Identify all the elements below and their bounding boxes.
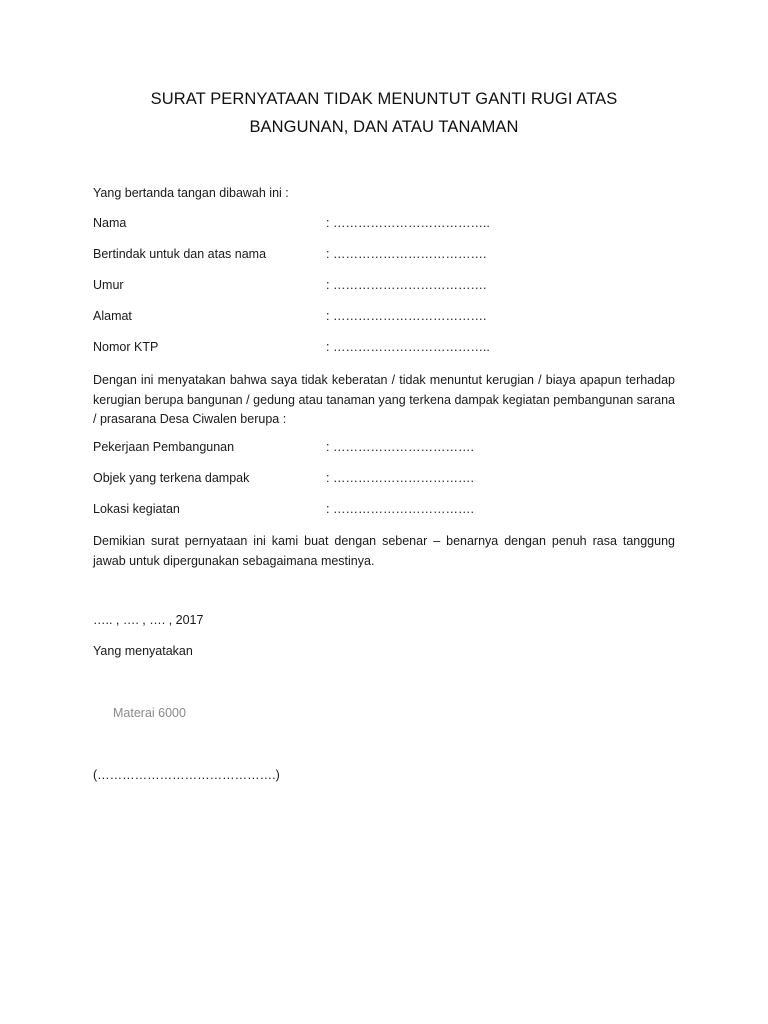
field-value-blank: : …………………………….	[326, 502, 474, 516]
field-label: Bertindak untuk dan atas nama	[93, 247, 267, 261]
field-value-blank: : ……………………………….	[326, 278, 487, 292]
date-line: ….. , …. , …. , 2017	[93, 613, 204, 627]
field-label: Pekerjaan Pembangunan	[93, 440, 235, 454]
closing-paragraph: Demikian surat pernyataan ini kami buat dengan sebenar – benarnya dengan penuh rasa tanggung jawab untuk dipergunakan sebagaimana mestinya.	[93, 534, 675, 568]
signer-label: Yang menyatakan	[93, 644, 193, 658]
intro-text: Yang bertanda tangan dibawah ini :	[93, 186, 289, 200]
field-row-nama	[93, 216, 675, 234]
document-title-line-1: SURAT PERNYATAAN TIDAK MENUNTUT GANTI RUGI ATAS	[150, 90, 618, 108]
field-label: Nama	[93, 216, 127, 230]
field-value-blank: : ……………………………….	[326, 309, 487, 323]
signature-line: (…………………………………….)	[93, 768, 280, 782]
field-row-lokasi	[93, 502, 675, 520]
stamp-placeholder: Materai 6000	[113, 706, 186, 720]
field-row-pekerjaan	[93, 440, 675, 458]
field-value-blank: : ………………………………..	[326, 340, 490, 354]
field-row-umur	[93, 278, 675, 296]
statement-paragraph: Dengan ini menyatakan bahwa saya tidak keberatan / tidak menuntut kerugian / biaya apapun terhadap kerugian berupa bangunan / gedung atau tanaman yang terkena dampak kegiatan pembangunan sarana / prasarana Desa Ciwalen berupa :	[93, 373, 675, 426]
field-label: Umur	[93, 278, 124, 292]
field-label: Alamat	[93, 309, 132, 323]
field-row-nomor-ktp	[93, 340, 675, 358]
field-row-alamat	[93, 309, 675, 327]
field-value-blank: : …………………………….	[326, 440, 474, 454]
field-label: Nomor KTP	[93, 340, 159, 354]
field-label: Objek yang terkena dampak	[93, 471, 250, 485]
field-value-blank: : ………………………………..	[326, 216, 490, 230]
field-value-blank: : ……………………………….	[326, 247, 487, 261]
document-title-line-2: BANGUNAN, DAN ATAU TANAMAN	[249, 118, 519, 136]
field-row-objek	[93, 471, 675, 489]
field-row-bertindak	[93, 247, 675, 265]
field-label: Lokasi kegiatan	[93, 502, 180, 516]
field-value-blank: : …………………………….	[326, 471, 474, 485]
